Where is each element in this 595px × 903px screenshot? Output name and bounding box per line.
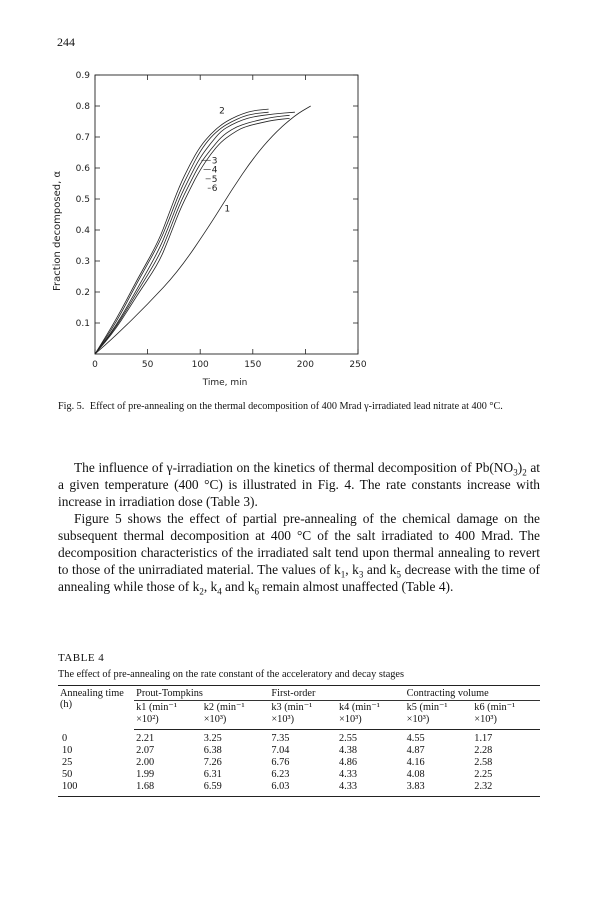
table-row [58, 769, 540, 781]
figure-caption-label: Fig. 5. [58, 401, 85, 412]
table-row [58, 757, 540, 769]
table-cell: 1.17 [474, 733, 493, 744]
table-cell: 3.83 [405, 781, 473, 797]
table-cell: 4.38 [339, 745, 358, 756]
table-cell: 4.16 [406, 757, 425, 768]
paragraph-1: The influence of γ-irradiation on the kinetics of thermal decomposition of $Pb(NO_3)_2$ at a given temperature (400 °C) is illustrated in Fig. 4. The rate constants increase with increase in irradiation dose (Table 3). [58, 460, 540, 509]
table-cell: 4.33 [339, 769, 358, 780]
header-first-order: First-order [269, 686, 404, 701]
table-row [58, 745, 540, 757]
y-tick-label: 0.4 [75, 226, 90, 236]
series-line-4 [95, 112, 295, 354]
body-text [58, 459, 540, 595]
table-cell: 7.04 [271, 745, 290, 756]
x-tick-label: 50 [141, 360, 154, 370]
paragraph-2: Figure 5 shows the effect of partial pre-annealing of the chemical damage on the subsequent thermal decomposition at 400 °C of the salt irradiated to 400 Mrad. The decomposition characteristics of the irradiated salt tend upon thermal annealing to revert to those of the unirradiated material. The values of $k_1$, $k_3$ and $k_5$ decrease with the time of annealing while those of $k_2$, $k_4$ and $k_6$ remain almost unaffected (Table 4). [58, 511, 540, 597]
table-cell: 4.33 [337, 781, 405, 797]
series-line-3 [95, 112, 269, 354]
x-tick-label: 0 [92, 360, 98, 370]
page-number: 244 [57, 35, 75, 49]
figure-5-chart [40, 55, 380, 387]
table-cell: 6.03 [269, 781, 337, 797]
table-row [58, 730, 540, 746]
column-header: k3 (min⁻¹ ×10³) [269, 701, 337, 730]
table-cell: 10 [62, 745, 73, 756]
table-cell: 4.86 [339, 757, 358, 768]
table-title: TABLE 4 [58, 652, 105, 664]
table-caption: The effect of pre-annealing on the rate constant of the acceleratory and decay stages [58, 669, 405, 680]
table-cell: 4.55 [406, 733, 425, 744]
column-header: k1 (min⁻¹ ×10²) [134, 701, 202, 730]
table-cell: 100 [58, 781, 134, 797]
y-tick-label: 0.5 [75, 195, 90, 205]
x-axis-label: Time, min [202, 378, 248, 387]
y-tick-label: 0.3 [75, 257, 90, 267]
table-cell: 2.21 [136, 733, 155, 744]
table-cell: 25 [62, 757, 73, 768]
y-tick-label: 0.7 [75, 133, 90, 143]
y-axis-label: Fraction decomposed, α [52, 170, 63, 292]
table-cell: 2.28 [474, 745, 493, 756]
series-label-5: 5 [211, 174, 218, 185]
table-cell: 4.87 [406, 745, 425, 756]
table-cell: 6.38 [203, 745, 222, 756]
header-annealing-time: Annealing time (h) [58, 686, 134, 730]
series-label-1: 1 [224, 204, 231, 215]
column-header: k2 (min⁻¹ ×10³) [202, 701, 270, 730]
table-cell: 6.59 [202, 781, 270, 797]
chart-series [95, 106, 311, 354]
table-4 [58, 685, 540, 797]
header-prout-tompkins: Prout-Tompkins [134, 686, 269, 701]
series-label-3: 3 [211, 156, 218, 167]
table-cell: 2.58 [474, 757, 493, 768]
series-label-2: 2 [219, 106, 225, 117]
series-label-4: 4 [211, 165, 218, 176]
table-cell: 6.76 [271, 757, 290, 768]
y-tick-label: 0.8 [75, 102, 90, 112]
table-cell: 2.32 [472, 781, 540, 797]
table-row [58, 781, 540, 797]
y-tick-label: 0.9 [75, 71, 90, 81]
x-tick-label: 250 [349, 360, 367, 370]
y-tick-label: 0.2 [75, 288, 90, 298]
table-cell: 7.35 [271, 733, 290, 744]
table-cell: 2.07 [136, 745, 155, 756]
table-body [58, 730, 540, 797]
table-cell: 4.08 [406, 769, 425, 780]
plot-frame [95, 75, 358, 354]
table-cell: 2.55 [339, 733, 358, 744]
y-tick-label: 0.6 [75, 164, 90, 174]
table-cell: 2.25 [474, 769, 493, 780]
table-cell: 6.23 [271, 769, 290, 780]
table-cell: 3.25 [203, 733, 222, 744]
series-line-6 [95, 118, 290, 354]
series-label-6: 6 [211, 184, 218, 195]
figure-caption [58, 400, 540, 413]
table-cell: 7.26 [203, 757, 222, 768]
table-cell: 6.31 [203, 769, 222, 780]
column-header: k4 (min⁻¹ ×10³) [337, 701, 405, 730]
series-line-5 [95, 115, 290, 354]
header-contracting-volume: Contracting volume [405, 686, 540, 701]
y-tick-label: 0.1 [75, 319, 90, 329]
table-cell: 0 [62, 732, 68, 744]
x-tick-label: 150 [244, 360, 262, 370]
table-cell: 1.68 [134, 781, 202, 797]
column-header: k5 (min⁻¹ ×10³) [405, 701, 473, 730]
table-cell: 50 [62, 769, 73, 780]
table-cell: 2.00 [136, 757, 155, 768]
figure-caption-text: Effect of pre-annealing on the thermal decomposition of 400 Mrad γ-irradiated lead nitrate at 400 °C. [89, 401, 503, 412]
table-cell: 1.99 [136, 769, 155, 780]
x-tick-label: 200 [296, 360, 314, 370]
column-header: k6 (min⁻¹ ×10³) [472, 701, 540, 730]
x-tick-label: 100 [191, 360, 209, 370]
